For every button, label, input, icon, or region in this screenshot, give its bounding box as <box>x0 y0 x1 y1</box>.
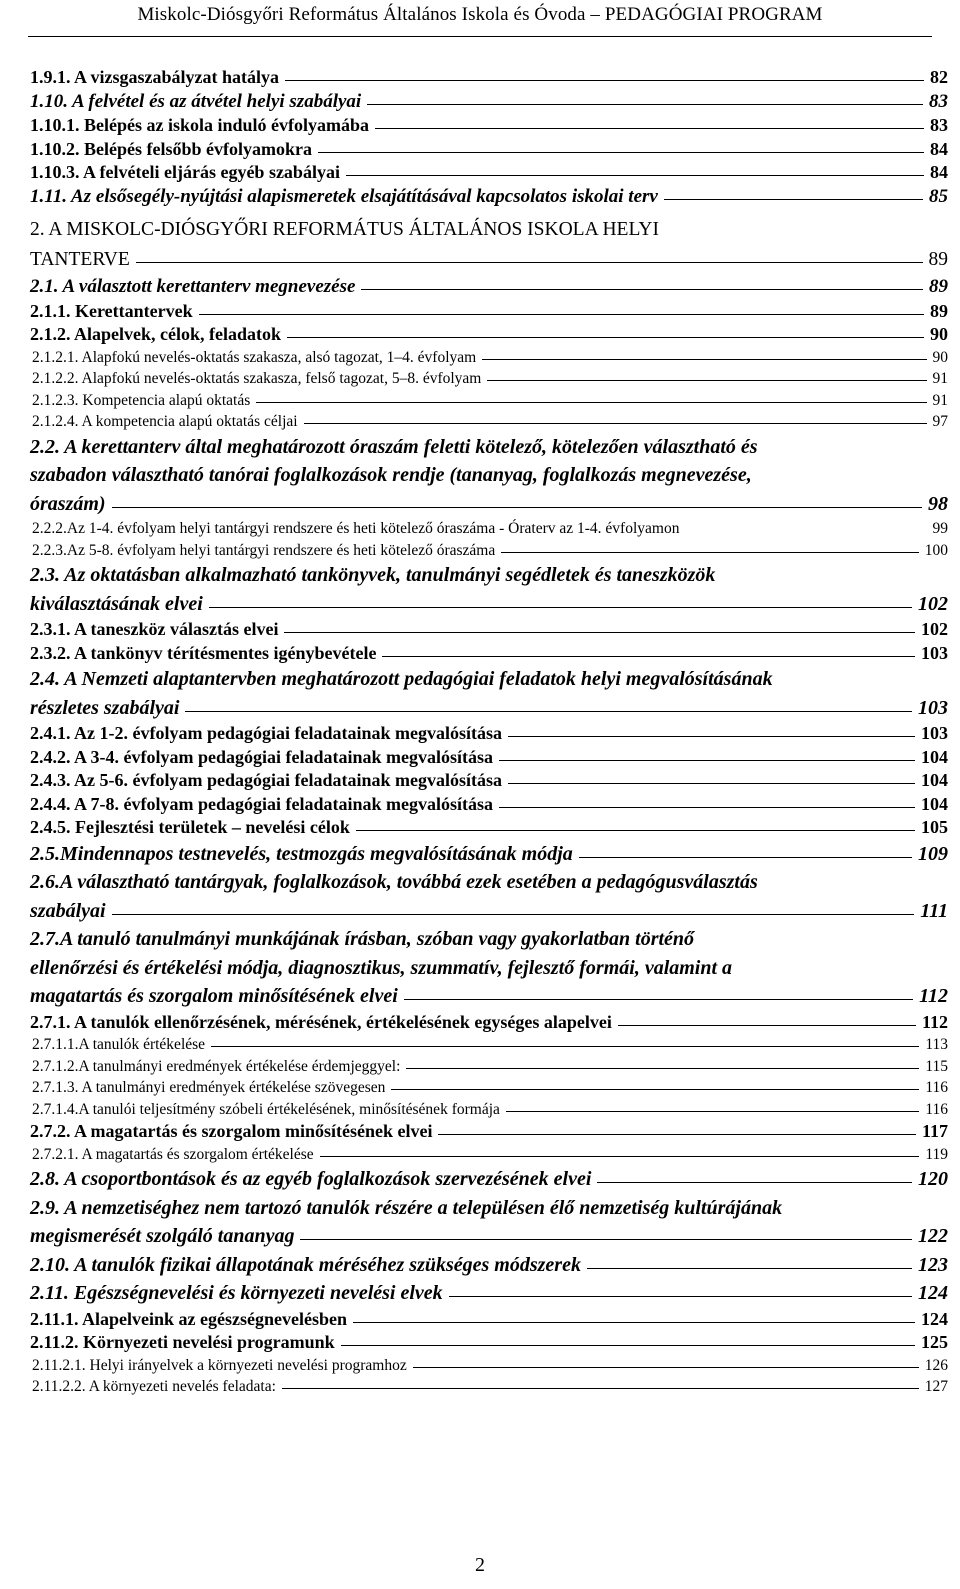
toc-entry[interactable] <box>30 1011 948 1035</box>
toc-page-number: 103 <box>921 642 948 663</box>
toc-entry-title: szabadon választható tanórai foglalkozások rendje (tananyag, foglalkozás megnevezése, <box>30 464 752 486</box>
toc-entry-title: 2.11.2.1. Helyi irányelvek a környezeti nevelési programhoz <box>32 1356 407 1374</box>
toc-leader <box>361 289 923 290</box>
toc-entry-title: 2.4. A Nemzeti alaptantervben meghatározott pedagógiai feladatok helyi megvalósításának <box>30 668 773 690</box>
toc-entry-title: magatartás és szorgalom minősítésének elvei <box>30 985 398 1007</box>
toc-entry[interactable] <box>30 665 948 722</box>
toc-leader <box>375 128 924 129</box>
toc-page-number: 85 <box>929 185 948 207</box>
toc-entry[interactable] <box>30 642 948 666</box>
toc-entry[interactable] <box>30 746 948 770</box>
toc-entry[interactable] <box>30 368 948 390</box>
toc-entry-title: 2.7.A tanuló tanulmányi munkájának írásban, szóban vagy gyakorlatban történő <box>30 928 695 950</box>
toc-leader <box>506 1111 919 1112</box>
toc-page-number: 83 <box>929 90 948 112</box>
toc-entry[interactable] <box>30 769 948 793</box>
toc-page-number: 122 <box>918 1225 948 1247</box>
toc-entry-title: óraszám) <box>30 492 106 515</box>
toc-entry[interactable] <box>30 185 948 210</box>
toc-entry[interactable] <box>30 215 948 275</box>
toc-entry[interactable] <box>30 161 948 185</box>
toc-leader <box>256 402 926 403</box>
toc-page-number: 99 <box>932 520 948 537</box>
toc-entry-title: 1.10.3. A felvételi eljárás egyéb szabályai <box>30 162 340 182</box>
toc-entry[interactable] <box>30 411 948 433</box>
toc-entry-title: 2.1.2. Alapelvek, célok, feladatok <box>30 324 281 344</box>
toc-entry[interactable] <box>30 793 948 817</box>
toc-entry-title: 2.7.1. A tanulók ellenőrzésének, mérésének, értékelésének egységes alapelvei <box>30 1011 612 1032</box>
toc-leader <box>320 1156 920 1157</box>
toc-entry[interactable] <box>30 868 948 925</box>
toc-entry[interactable] <box>30 561 948 618</box>
toc-page-number: 89 <box>928 249 948 270</box>
toc-entry[interactable] <box>30 138 948 162</box>
toc-page-number: 90 <box>932 348 948 366</box>
toc-leader <box>285 80 924 81</box>
toc-leader <box>341 1345 915 1346</box>
toc-page-number: 98 <box>928 492 948 515</box>
toc-leader <box>185 711 912 712</box>
toc-entry-title: 2.11.2.2. A környezeti nevelés feladata: <box>32 1378 276 1395</box>
toc-entry[interactable] <box>30 1355 948 1377</box>
toc-entry-title: 1.9.1. A vizsgaszabályzat hatálya <box>30 67 280 87</box>
toc-leader <box>382 656 915 657</box>
toc-leader <box>304 423 927 424</box>
toc-entry[interactable] <box>30 1308 948 1332</box>
toc-leader <box>508 783 915 784</box>
toc-entry-title: 2.7.1.4.A tanulói teljesítmény szóbeli értékelésének, minősítésének formája <box>32 1100 500 1118</box>
toc-entry[interactable] <box>30 840 948 869</box>
toc-entry[interactable] <box>30 347 948 369</box>
toc-leader <box>499 760 915 761</box>
toc-leader <box>211 1046 919 1047</box>
toc-leader <box>587 1268 912 1269</box>
page-number: 2 <box>475 1554 485 1576</box>
toc-page-number: 91 <box>932 391 948 409</box>
toc-page-number: 111 <box>920 899 948 922</box>
toc-page-number: 127 <box>924 1378 948 1395</box>
toc-page-number: 97 <box>932 413 948 430</box>
toc-entry-title: 1.10.2. Belépés felsőbb évfolyamokra <box>30 138 312 159</box>
toc-page-number: 124 <box>921 1308 948 1329</box>
toc-page-number: 117 <box>921 1121 948 1141</box>
toc-entry[interactable] <box>30 433 948 519</box>
toc-entry[interactable] <box>30 1331 948 1355</box>
toc-entry-title: 2.4.1. Az 1-2. évfolyam pedagógiai feladatainak megvalósítása <box>30 723 502 743</box>
toc-leader <box>346 175 924 176</box>
toc-entry[interactable] <box>30 1077 948 1099</box>
toc-page-number: 113 <box>925 1036 948 1053</box>
toc-leader <box>136 262 923 263</box>
toc-entry[interactable] <box>30 518 948 540</box>
toc-page-number: 109 <box>918 842 948 865</box>
toc-page-number: 90 <box>930 324 948 344</box>
toc-page-number: 102 <box>918 592 948 615</box>
toc-entry-title: 2.4.3. Az 5-6. évfolyam pedagógiai feladatainak megvalósítása <box>30 770 502 790</box>
toc-entry-title: részletes szabályai <box>30 696 180 719</box>
toc-page-number: 123 <box>918 1253 948 1276</box>
toc-entry-title: 2. A MISKOLC-DIÓSGYŐRI REFORMÁTUS ÁLTALÁNOS ISKOLA HELYI <box>30 219 660 240</box>
toc-leader <box>282 1388 919 1389</box>
toc-entry-title: 2.1.1. Kerettantervek <box>30 300 193 321</box>
toc-entry-title: megismerését szolgáló tananyag <box>30 1225 295 1247</box>
toc-entry-title: 2.6.A választható tantárgyak, foglalkozások, továbbá ezek esetében a pedagógusválasztás <box>30 871 758 893</box>
toc-entry-title: 2.8. A csoportbontások és az egyéb foglalkozások szervezésének elvei <box>30 1168 592 1190</box>
toc-page-number: 104 <box>921 770 948 790</box>
toc-page-number: 84 <box>930 138 948 159</box>
toc-page-number: 105 <box>921 817 948 837</box>
toc-entry-title: 2.7.2. A magatartás és szorgalom minősítésének elvei <box>30 1121 433 1141</box>
toc-entry[interactable] <box>30 816 948 840</box>
toc-page-number: 104 <box>921 793 948 814</box>
toc-leader <box>664 199 923 200</box>
toc-entry-title: 2.1. A választott kerettanterv megnevezése <box>30 276 356 297</box>
toc-entry[interactable] <box>30 90 948 115</box>
toc-entry[interactable] <box>30 1376 948 1398</box>
toc-page-number: 112 <box>919 985 948 1007</box>
toc-entry-title: 1.10.1. Belépés az iskola induló évfolyamába <box>30 115 370 135</box>
toc-entry[interactable] <box>30 540 948 562</box>
toc-entry-title: 2.9. A nemzetiséghez nem tartozó tanulók részére a településen élő nemzetiség kultúrájának <box>30 1196 783 1219</box>
toc-page-number: 116 <box>925 1100 948 1118</box>
toc-entry-title: ellenőrzési és értékelési módja, diagnosztikus, szummatív, fejlesztő formái, valamint a <box>30 956 733 979</box>
toc-entry-title: 2.7.1.2.A tanulmányi eredmények értékelése érdemjeggyel: <box>32 1057 401 1075</box>
toc-entry-title: 2.11.1. Alapelveink az egészségnevelésben <box>30 1308 347 1329</box>
toc-entry[interactable] <box>30 1251 948 1280</box>
toc-page-number: 126 <box>924 1356 948 1374</box>
toc-leader <box>499 807 915 808</box>
table-of-contents <box>30 66 948 1398</box>
toc-page-number: 89 <box>929 276 948 297</box>
toc-entry[interactable] <box>30 1194 948 1251</box>
toc-page-number: 104 <box>921 746 948 767</box>
toc-entry-title: 2.10. A tanulók fizikai állapotának méréséhez szükséges módszerek <box>30 1253 581 1276</box>
toc-leader <box>508 736 915 737</box>
toc-entry[interactable] <box>30 1056 948 1078</box>
toc-leader <box>356 830 915 831</box>
toc-entry-title: 2.1.2.2. Alapfokú nevelés-oktatás szakasza, felső tagozat, 5–8. évfolyam <box>32 370 482 387</box>
toc-entry-title: TANTERVE <box>30 249 130 270</box>
toc-leader <box>487 380 926 381</box>
toc-leader <box>284 632 915 633</box>
toc-page-number: 119 <box>925 1145 948 1163</box>
toc-leader <box>367 104 923 105</box>
toc-page-number: 102 <box>921 619 948 639</box>
toc-leader <box>597 1182 912 1183</box>
toc-leader <box>438 1134 916 1135</box>
toc-entry-title: 1.11. Az elsősegély-nyújtási alapismeretek elsajátításával kapcsolatos iskolai terv <box>30 185 658 207</box>
toc-page-number: 100 <box>924 541 948 559</box>
toc-entry[interactable] <box>30 722 948 746</box>
toc-leader <box>199 314 924 315</box>
toc-leader <box>501 552 919 553</box>
toc-entry-title: 2.2.2.Az 1-4. évfolyam helyi tantárgyi rendszere és heti kötelező óraszáma - Óraterv az 1-4. évfolyamon <box>32 520 680 537</box>
toc-entry[interactable] <box>30 275 948 300</box>
toc-entry-title: 2.11. Egészségnevelési és környezeti nevelési elvek <box>30 1282 443 1304</box>
toc-page-number: 83 <box>930 115 948 135</box>
toc-entry-title: kiválasztásának elvei <box>30 592 203 615</box>
toc-leader <box>112 507 922 508</box>
toc-page-number: 125 <box>921 1332 948 1352</box>
toc-leader <box>300 1239 912 1240</box>
toc-entry-title: 2.7.1.1.A tanulók értékelése <box>32 1036 206 1053</box>
toc-leader <box>353 1322 915 1323</box>
toc-page-number: 124 <box>918 1282 948 1304</box>
toc-entry-title: 2.1.2.4. A kompetencia alapú oktatás céljai <box>32 413 298 430</box>
toc-leader <box>482 359 926 360</box>
toc-leader <box>391 1089 919 1090</box>
toc-entry[interactable] <box>30 323 948 347</box>
toc-page-number: 120 <box>918 1168 948 1190</box>
toc-page-number: 103 <box>918 696 948 719</box>
toc-page-number: 84 <box>930 162 948 182</box>
toc-entry-title: 2.3.1. A taneszköz választás elvei <box>30 619 279 639</box>
toc-entry[interactable] <box>30 114 948 138</box>
toc-entry-title: szabályai <box>30 899 106 922</box>
toc-entry[interactable] <box>30 1279 948 1308</box>
toc-leader <box>318 152 924 153</box>
toc-entry-title: 2.2. A kerettanterv által meghatározott óraszám feletti kötelező, kötelezően választható és <box>30 435 758 458</box>
toc-leader <box>406 1068 919 1069</box>
toc-entry[interactable] <box>30 1034 948 1056</box>
toc-entry[interactable] <box>30 1144 948 1166</box>
toc-page-number: 103 <box>921 723 948 743</box>
toc-page-number: 116 <box>925 1079 948 1096</box>
toc-entry[interactable] <box>30 1165 948 1194</box>
toc-entry-title: 2.1.2.3. Kompetencia alapú oktatás <box>32 391 251 409</box>
running-header: Miskolc-Diósgyőri Református Általános Iskola és Óvoda – PEDAGÓGIAI PROGRAM <box>137 4 823 25</box>
toc-leader <box>449 1296 912 1297</box>
toc-entry-title: 2.4.4. A 7-8. évfolyam pedagógiai feladatainak megvalósítása <box>30 793 493 814</box>
toc-entry[interactable] <box>30 390 948 412</box>
toc-entry-title: 2.7.1.3. A tanulmányi eredmények értékelése szövegesen <box>32 1079 386 1096</box>
toc-entry-title: 2.5.Mindennapos testnevelés, testmozgás megvalósításának módja <box>30 842 573 865</box>
toc-entry[interactable] <box>30 925 948 1011</box>
toc-entry-title: 2.4.5. Fejlesztési területek – nevelési célok <box>30 817 350 837</box>
toc-entry-title: 1.10. A felvétel és az átvétel helyi szabályai <box>30 90 362 112</box>
toc-entry[interactable] <box>30 300 948 324</box>
toc-leader <box>209 607 912 608</box>
header-rule <box>28 36 932 37</box>
toc-entry-title: 2.2.3.Az 5-8. évfolyam helyi tantárgyi rendszere és heti kötelező óraszáma <box>32 541 496 559</box>
toc-entry[interactable] <box>30 66 948 90</box>
toc-page-number: 112 <box>921 1011 948 1032</box>
toc-entry-title: 2.1.2.1. Alapfokú nevelés-oktatás szakasza, alsó tagozat, 1–4. évfolyam <box>32 348 477 366</box>
toc-entry-title: 2.11.2. Környezeti nevelési programunk <box>30 1332 335 1352</box>
toc-entry-title: 2.7.2.1. A magatartás és szorgalom értékelése <box>32 1145 314 1163</box>
toc-leader <box>618 1025 916 1026</box>
toc-leader <box>287 337 924 338</box>
toc-leader <box>404 999 913 1000</box>
toc-entry-title: 2.4.2. A 3-4. évfolyam pedagógiai feladatainak megvalósítása <box>30 746 493 767</box>
toc-leader <box>112 914 915 915</box>
toc-entry-title: 2.3.2. A tankönyv térítésmentes igénybevétele <box>30 642 377 663</box>
toc-leader <box>413 1367 919 1368</box>
toc-entry-title: 2.3. Az oktatásban alkalmazható tankönyvek, tanulmányi segédletek és taneszközök <box>30 564 716 586</box>
toc-entry[interactable] <box>30 618 948 642</box>
toc-page-number: 82 <box>930 67 948 87</box>
toc-entry[interactable] <box>30 1099 948 1121</box>
toc-entry[interactable] <box>30 1120 948 1144</box>
toc-page-number: 115 <box>925 1057 948 1075</box>
toc-leader <box>579 857 912 858</box>
toc-page-number: 89 <box>930 300 948 321</box>
toc-page-number: 91 <box>932 370 948 387</box>
